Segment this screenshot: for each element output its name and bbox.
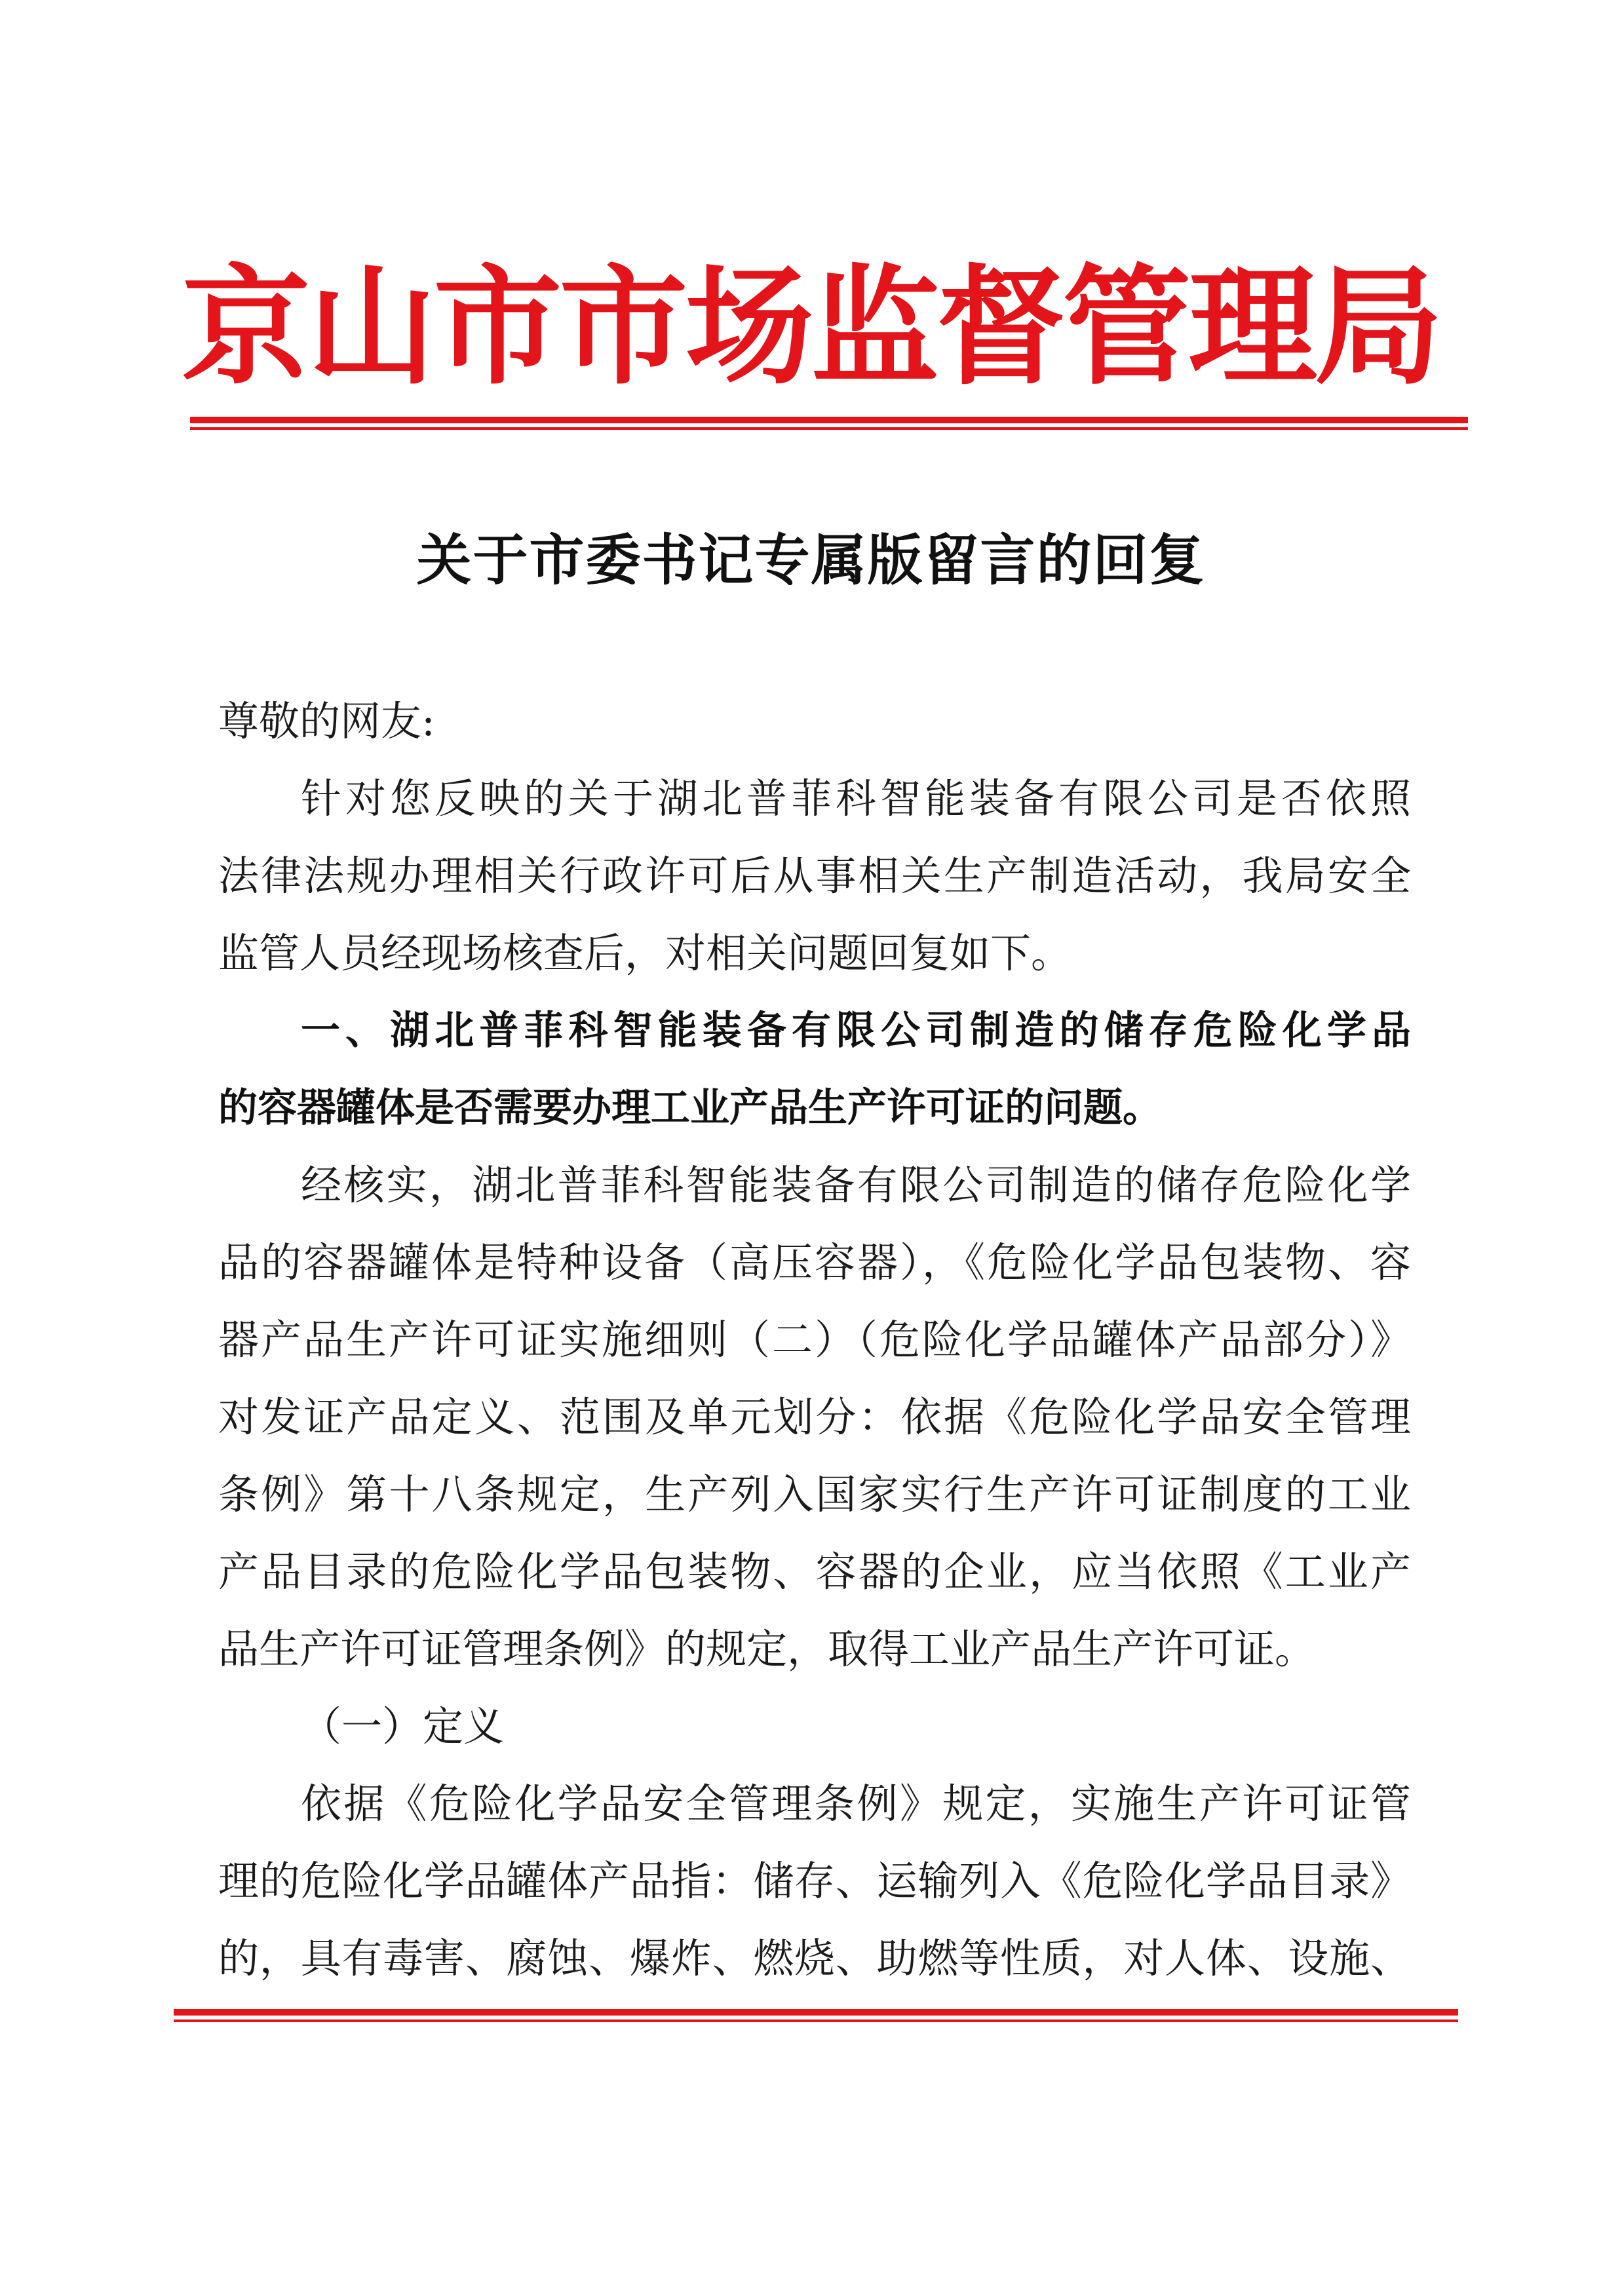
document-body <box>218 683 1411 1997</box>
section-heading-line: 一、湖北普菲科智能装备有限公司制造的储存危险化学品 <box>301 1008 1411 1054</box>
agency-masthead: 京山市市场监督管理局 <box>182 253 1440 402</box>
document-title: 关于市委书记专属版留言的回复 <box>416 527 1206 592</box>
body-text-line: 法律法规办理相关行政许可后从事相关生产制造活动，我局安全 <box>218 852 1411 900</box>
footer-divider <box>174 2009 1458 2022</box>
body-text-line: 监管人员经现场核查后，对相关问题回复如下。 <box>218 929 1072 977</box>
body-text-line: 品生产许可证管理条例》的规定，取得工业产品生产许可证。 <box>218 1625 1316 1673</box>
masthead-divider-thick-line <box>190 417 1468 423</box>
body-text-line: 经核实，湖北普菲科智能装备有限公司制造的储存危险化学 <box>301 1161 1411 1209</box>
body-text-line: 理的危险化学品罐体产品指：储存、运输列入《危险化学品目录》 <box>218 1857 1411 1905</box>
body-text-line: 条例》第十八条规定，生产列入国家实行生产许可证制度的工业 <box>218 1470 1411 1518</box>
body-text-line: 针对您反映的关于湖北普菲科智能装备有限公司是否依照 <box>301 775 1411 822</box>
body-text-line: 对发证产品定义、范围及单元划分：依据《危险化学品安全管理 <box>218 1393 1411 1441</box>
footer-divider-thin-line <box>174 2019 1458 2022</box>
body-text-line: （一）定义 <box>301 1702 505 1750</box>
masthead-divider-thin-line <box>190 427 1468 430</box>
footer-divider-thick-line <box>174 2009 1458 2016</box>
body-text-line: 尊敬的网友: <box>218 697 435 745</box>
section-heading-line: 的容器罐体是否需要办理工业产品生产许可证的问题。 <box>218 1085 1162 1131</box>
masthead-divider <box>190 417 1468 430</box>
body-text-line: 依据《危险化学品安全管理条例》规定，实施生产许可证管 <box>301 1780 1411 1827</box>
body-text-line: 的，具有毒害、腐蚀、爆炸、燃烧、助燃等性质，对人体、设施、 <box>218 1934 1411 1982</box>
body-text-line: 品的容器罐体是特种设备（高压容器），《危险化学品包装物、容 <box>218 1238 1411 1286</box>
body-text-line: 产品目录的危险化学品包装物、容器的企业，应当依照《工业产 <box>218 1548 1411 1596</box>
body-text-line: 器产品生产许可证实施细则（二）（危险化学品罐体产品部分）》 <box>218 1316 1411 1364</box>
